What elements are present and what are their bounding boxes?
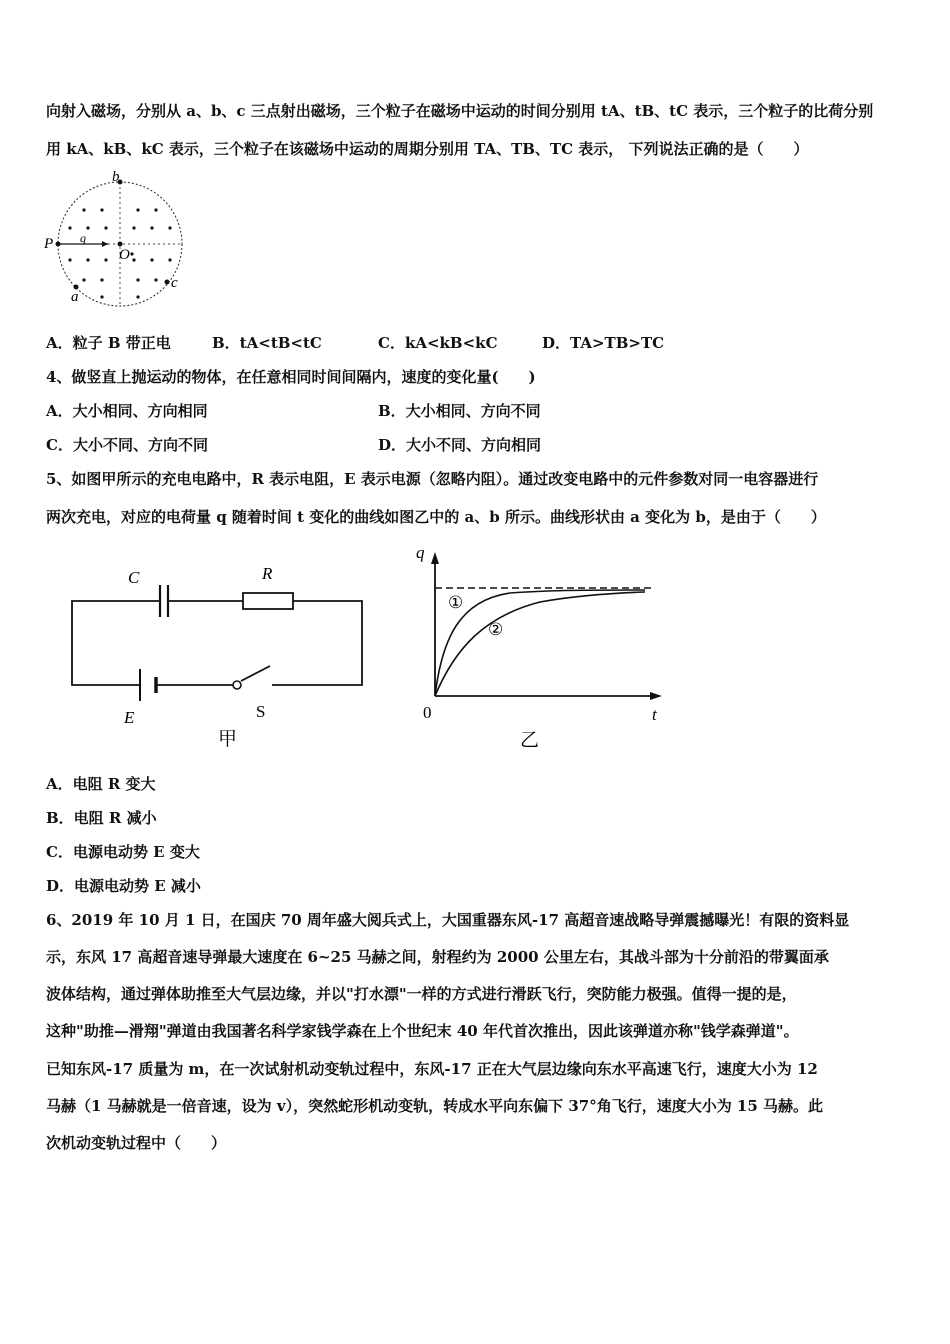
q3-option-c: C．kA<kB<kC: [378, 334, 498, 352]
label-p: P: [44, 236, 54, 252]
q3-stem-line-2: 用 kA、kB、kC 表示，三个粒子在该磁场中运动的周期分别用 TA、TB、TC 表示， 下列说法正确的是（ ）: [46, 140, 809, 158]
q3-option-b: B．tA<tB<tC: [212, 334, 322, 352]
q3-option-a: A．粒子 B 带正电: [46, 334, 171, 352]
q6-stem-line-7: 次机动变轨过程中（ ）: [46, 1134, 227, 1152]
curve-2: [435, 592, 645, 696]
q5-option-d: D．电源电动势 E 减小: [46, 877, 201, 895]
wire-right: [272, 601, 362, 685]
q-axis-arrow-icon: [431, 552, 439, 564]
label-t: t: [652, 705, 657, 724]
label-b: b: [112, 170, 120, 185]
charge-time-graph: [400, 538, 680, 753]
q5-option-a: A．电阻 R 变大: [46, 775, 156, 793]
point-o: [118, 242, 123, 247]
arrow-head-icon: [102, 241, 108, 247]
q6-stem-line-6: 马赫（1 马赫就是一倍音速，设为 v），突然蛇形机动变轨，转成水平向东偏下 37°角飞行，速度大小为 15 马赫。此: [46, 1097, 824, 1115]
label-c: c: [171, 275, 178, 291]
resistor: [243, 593, 293, 609]
q5-stem-line-1: 5、如图甲所示的充电电路中，R 表示电阻，E 表示电源（忽略内阻）。通过改变电路中的元件参数对同一电容器进行: [46, 470, 819, 488]
q4-option-a: A．大小相同、方向相同: [46, 402, 208, 420]
label-r: R: [262, 564, 273, 583]
q6-stem-line-3: 波体结构，通过弹体助推至大气层边缘，并以"打水漂"一样的方式进行滑跃飞行，突防能力极强。值得一提的是，: [46, 985, 797, 1003]
label-e: E: [124, 708, 135, 727]
label-o: O: [119, 247, 130, 263]
circuit-caption: 甲: [218, 728, 238, 750]
q4-option-d: D．大小不同、方向相同: [378, 436, 542, 454]
q6-stem-line-1: 6、2019 年 10 月 1 日，在国庆 70 周年盛大阅兵式上，大国重器东风-17 高超音速战略导弹震撼曝光！有限的资料显: [46, 911, 850, 929]
point-c: [165, 280, 170, 285]
switch-terminal: [233, 681, 241, 689]
q5-option-b: B．电阻 R 减小: [46, 809, 157, 827]
magnetic-field-figure: [40, 170, 200, 310]
wire-left: [72, 601, 160, 685]
label-q: q: [80, 231, 86, 245]
label-q: q: [416, 543, 425, 562]
t-axis-arrow-icon: [650, 692, 662, 700]
q6-stem-line-2: 示，东风 17 高超音速导弹最大速度在 6~25 马赫之间，射程约为 2000 公里左右，其战斗部为十分前沿的带翼面承: [46, 948, 829, 966]
label-c: C: [128, 568, 140, 587]
label-origin: 0: [423, 703, 432, 722]
q6-stem-line-5: 已知东风-17 质量为 m，在一次试射机动变轨过程中，东风-17 正在大气层边缘向东水平高速飞行，速度大小为 12: [46, 1060, 818, 1078]
label-s: S: [256, 702, 266, 721]
graph-caption: 乙: [520, 729, 540, 751]
point-p: [56, 242, 61, 247]
label-a: a: [71, 289, 79, 305]
switch-blade: [241, 666, 270, 681]
q4-option-b: B．大小相同、方向不同: [378, 402, 541, 420]
q5-stem-line-2: 两次充电，对应的电荷量 q 随着时间 t 变化的曲线如图乙中的 a、b 所示。曲线形状由 a 变化为 b，是由于（ ）: [46, 508, 826, 526]
label-curve-2: ②: [488, 620, 504, 640]
q3-stem-line-1: 向射入磁场，分别从 a、b、c 三点射出磁场，三个粒子在磁场中运动的时间分别用 tA、tB、tC 表示，三个粒子的比荷分别: [46, 102, 874, 120]
q6-stem-line-4: 这种"助推—滑翔"弹道由我国著名科学家钱学森在上个世纪末 40 年代首次推出，因此该弹道亦称"钱学森弹道"。: [46, 1022, 799, 1040]
q3-option-d: D．TA>TB>TC: [542, 334, 665, 352]
q4-stem: 4、做竖直上抛运动的物体，在任意相同时间间隔内，速度的变化量( ): [46, 368, 536, 386]
charging-circuit-diagram: [60, 555, 380, 755]
label-curve-1: ①: [448, 593, 464, 613]
curve-1: [435, 590, 645, 696]
q4-option-c: C．大小不同、方向不同: [46, 436, 208, 454]
q5-option-c: C．电源电动势 E 变大: [46, 843, 200, 861]
